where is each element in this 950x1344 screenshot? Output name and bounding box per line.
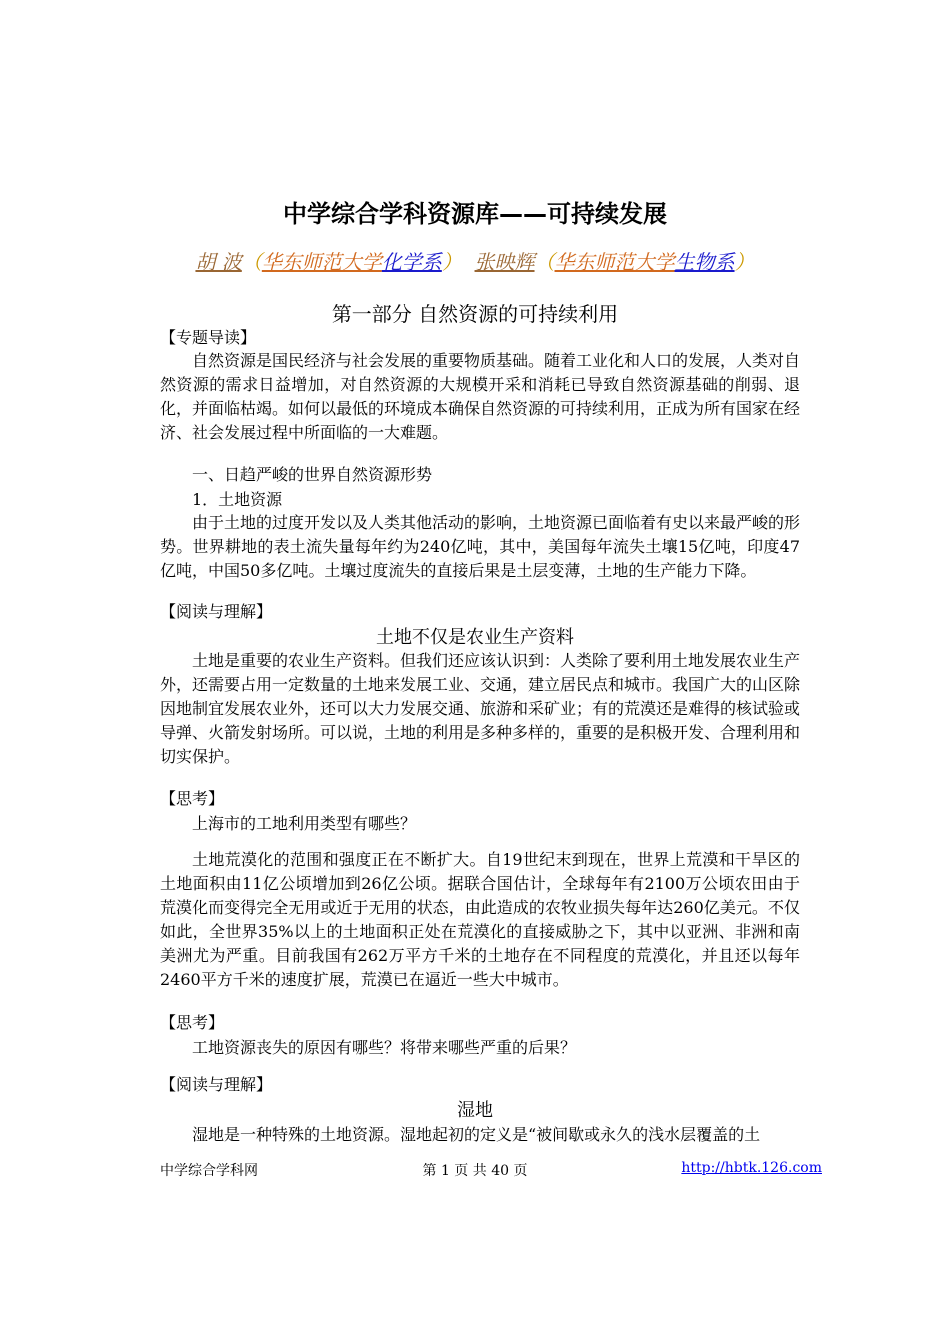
footer-site-name: 中学综合学科网 bbox=[160, 1163, 258, 1179]
reading-2-paragraph: 湿地是一种特殊的土地资源。湿地起初的定义是“被间歇或永久的浅水层覆盖的土 bbox=[192, 1125, 761, 1144]
reading-1-paragraph: 土地是重要的农业生产资料。但我们还应该认识到：人类除了要利用土地发展农业生产外，还需要占用一定数量的土地来发展工业、交通，建立居民点和城市。我国广大的山区除因地制宜发展农业外，还可以大力发展交通、旅游和采矿业；有的荒漠还是难得的核试验或导弹、火箭发射场所。可以说，土地的利用是多种多样的，重要的是积极开发、合理利用和切实保护。 bbox=[160, 651, 801, 766]
footer-url-link[interactable]: http://hbtk.126.com bbox=[681, 1160, 822, 1176]
reading-1-title: 土地不仅是农业生产资料 bbox=[376, 627, 574, 648]
part-heading: 第一部分 自然资源的可持续利用 bbox=[331, 302, 619, 326]
section-heading: 一、日趋严峻的世界自然资源形势 bbox=[192, 465, 433, 484]
paren-open: （ bbox=[534, 250, 555, 274]
affiliation-chemistry[interactable]: 化学系 bbox=[381, 250, 442, 274]
document-title: 中学综合学科资源库——可持续发展 bbox=[283, 200, 667, 228]
subsection-heading: 1．土地资源 bbox=[192, 490, 283, 509]
label-think-2: 【思考】 bbox=[160, 1013, 225, 1032]
affiliation-ecnu-2[interactable]: 华东师范大学 bbox=[554, 250, 675, 274]
think-2-question: 工地资源丧失的原因有哪些？将带来哪些严重的后果？ bbox=[192, 1038, 577, 1057]
paren-open: （ bbox=[241, 250, 262, 274]
intro-paragraph: 自然资源是国民经济与社会发展的重要物质基础。随着工业化和人口的发展，人类对自然资源的需求日益增加，对自然资源的大规模开采和消耗已导致自然资源基础的削弱、退化，并面临枯竭。如何以最低的环境成本确保自然资源的可持续利用，正成为所有国家在经济、社会发展过程中所面临的一大难题。 bbox=[160, 351, 801, 442]
footer-url[interactable] bbox=[681, 1160, 822, 1176]
label-reading-2: 【阅读与理解】 bbox=[160, 1075, 273, 1094]
reading-2-title: 湿地 bbox=[457, 1100, 493, 1121]
affiliation-biology[interactable]: 生物系 bbox=[674, 250, 735, 274]
land-paragraph: 由于土地的过度开发以及人类其他活动的影响，土地资源已面临着有史以来最严峻的形势。世界耕地的表土流失量每年约为240亿吨，其中，美国每年流失土壤15亿吨，印度47亿吨，中国50多亿吨。土壤过度流失的直接后果是土层变薄，土地的生产能力下降。 bbox=[160, 513, 801, 580]
footer-page-number: 第 1 页 共 40 页 bbox=[422, 1163, 528, 1179]
label-think-1: 【思考】 bbox=[160, 789, 225, 808]
desert-paragraph: 土地荒漠化的范围和强度正在不断扩大。自19世纪末到现在，世界上荒漠和干旱区的土地面积由11亿公顷增加到26亿公顷。据联合国估计，全球每年有2100万公顷农田由于荒漠化而变得完全无用或近于无用的状态，由此造成的农牧业损失每年达260亿美元。不仅如此，全世界35%以上的土地面积正处在荒漠化的直接威胁之下，其中以亚洲、非洲和南美洲尤为严重。目前我国有262万平方千米的土地存在不同程度的荒漠化，并且还以每年2460平方千米的速度扩展，荒漠已在逼近一些大中城市。 bbox=[160, 850, 800, 989]
label-reading-1: 【阅读与理解】 bbox=[160, 602, 273, 621]
paren-close: ） bbox=[441, 250, 462, 274]
author-line bbox=[0, 246, 950, 275]
affiliation-ecnu-1[interactable]: 华东师范大学 bbox=[261, 250, 382, 274]
think-1-question: 上海市的工地利用类型有哪些？ bbox=[192, 814, 417, 833]
author-zhang-yinghui[interactable]: 张映辉 bbox=[474, 250, 535, 274]
paren-close: ） bbox=[734, 250, 755, 274]
author-hu-bo[interactable]: 胡 波 bbox=[195, 250, 242, 274]
label-intro: 【专题导读】 bbox=[160, 328, 257, 347]
